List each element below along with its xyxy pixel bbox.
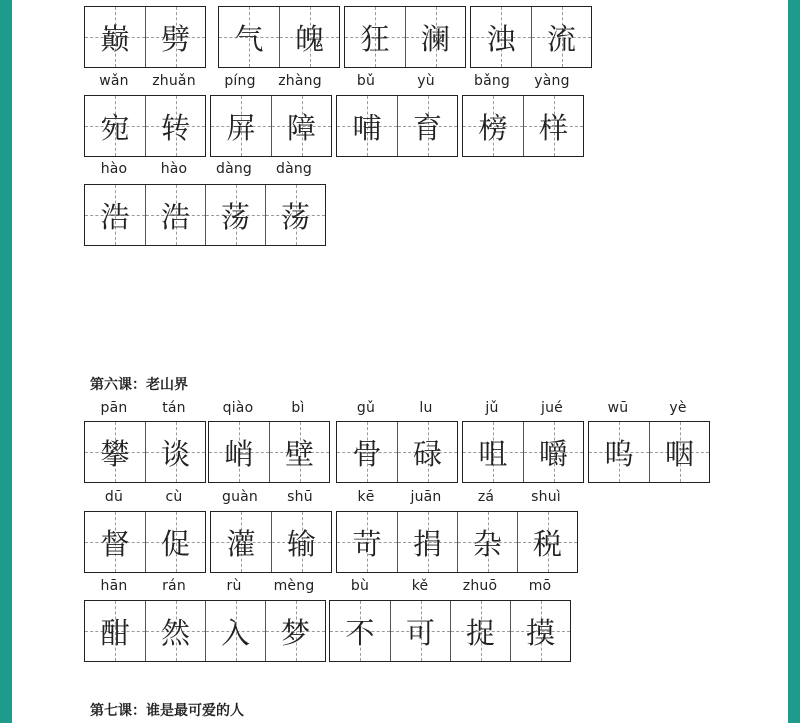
pinyin-label: bǎng xyxy=(473,73,511,89)
word-box xyxy=(84,184,326,246)
char-cell: 浩 xyxy=(85,185,145,245)
pinyin-label: pān xyxy=(100,400,128,416)
pinyin-label: shū xyxy=(287,489,313,505)
worksheet-page xyxy=(12,0,788,723)
char-cell: 气 xyxy=(219,7,279,67)
char-cell: 澜 xyxy=(405,7,465,67)
word-box xyxy=(210,95,332,157)
char-cell: 可 xyxy=(390,601,450,661)
char-cell: 然 xyxy=(145,601,205,661)
word-box xyxy=(588,421,710,483)
pinyin-label: kě xyxy=(411,578,429,594)
pinyin-label: zhuō xyxy=(462,578,498,594)
word-box xyxy=(336,421,458,483)
char-cell: 壁 xyxy=(269,422,329,482)
word-box xyxy=(84,95,206,157)
char-cell: 谈 xyxy=(145,422,205,482)
char-cell: 转 xyxy=(145,96,205,156)
pinyin-label: mèng xyxy=(273,578,315,594)
char-cell: 劈 xyxy=(145,7,205,67)
pinyin-label: lu xyxy=(419,400,433,416)
pinyin-label: yù xyxy=(417,73,435,89)
pinyin-label: bǔ xyxy=(356,73,376,89)
pinyin-label: cù xyxy=(165,489,183,505)
char-cell: 捉 xyxy=(450,601,510,661)
lesson-heading: 第六课：老山界 xyxy=(90,377,188,393)
word-box xyxy=(208,421,330,483)
char-cell: 不 xyxy=(330,601,390,661)
pinyin-label: bù xyxy=(350,578,370,594)
char-cell: 咽 xyxy=(649,422,709,482)
char-cell: 榜 xyxy=(463,96,523,156)
char-cell: 咀 xyxy=(463,422,523,482)
char-cell: 流 xyxy=(531,7,591,67)
pinyin-label: zhuǎn xyxy=(152,73,196,89)
char-cell: 浩 xyxy=(145,185,205,245)
word-box xyxy=(470,6,592,68)
char-cell: 税 xyxy=(517,512,577,572)
word-box xyxy=(336,511,578,573)
pinyin-label: zá xyxy=(477,489,495,505)
char-cell: 哺 xyxy=(337,96,397,156)
char-cell: 浊 xyxy=(471,7,531,67)
word-box xyxy=(344,6,466,68)
pinyin-label: yè xyxy=(669,400,687,416)
char-cell: 育 xyxy=(397,96,457,156)
pinyin-label: zhàng xyxy=(278,73,322,89)
word-box xyxy=(84,511,206,573)
char-cell: 魄 xyxy=(279,7,339,67)
pinyin-label: hào xyxy=(100,161,128,177)
char-cell: 障 xyxy=(271,96,331,156)
pinyin-label: juān xyxy=(410,489,442,505)
lesson-heading: 第七课：谁是最可爱的人 xyxy=(90,703,244,719)
word-box xyxy=(84,6,206,68)
char-cell: 捐 xyxy=(397,512,457,572)
char-cell: 样 xyxy=(523,96,583,156)
char-cell: 攀 xyxy=(85,422,145,482)
pinyin-label: hān xyxy=(100,578,128,594)
char-cell: 嚼 xyxy=(523,422,583,482)
char-cell: 屏 xyxy=(211,96,271,156)
char-cell: 灌 xyxy=(211,512,271,572)
char-cell: 荡 xyxy=(205,185,265,245)
word-box xyxy=(462,421,584,483)
char-cell: 酣 xyxy=(85,601,145,661)
char-cell: 骨 xyxy=(337,422,397,482)
pinyin-label: rán xyxy=(162,578,186,594)
pinyin-label: jué xyxy=(541,400,563,416)
pinyin-label: yàng xyxy=(534,73,570,89)
pinyin-label: píng xyxy=(224,73,256,89)
word-box xyxy=(462,95,584,157)
pinyin-label: dàng xyxy=(275,161,313,177)
pinyin-label: bì xyxy=(291,400,305,416)
pinyin-label: kē xyxy=(357,489,375,505)
char-cell: 输 xyxy=(271,512,331,572)
char-cell: 碌 xyxy=(397,422,457,482)
pinyin-label: mō xyxy=(528,578,552,594)
char-cell: 狂 xyxy=(345,7,405,67)
pinyin-label: dū xyxy=(104,489,124,505)
pinyin-label: wǎn xyxy=(99,73,129,89)
pinyin-label: shuì xyxy=(531,489,561,505)
char-cell: 巅 xyxy=(85,7,145,67)
pinyin-label: guàn xyxy=(221,489,258,505)
word-box xyxy=(329,600,571,662)
word-box xyxy=(336,95,458,157)
word-box xyxy=(218,6,340,68)
word-box xyxy=(84,421,206,483)
word-box xyxy=(84,600,326,662)
word-box xyxy=(210,511,332,573)
char-cell: 荡 xyxy=(265,185,325,245)
pinyin-label: dàng xyxy=(215,161,253,177)
char-cell: 呜 xyxy=(589,422,649,482)
pinyin-label: qiào xyxy=(222,400,254,416)
char-cell: 摸 xyxy=(510,601,570,661)
pinyin-label: hào xyxy=(160,161,188,177)
pinyin-label: tán xyxy=(162,400,186,416)
char-cell: 峭 xyxy=(209,422,269,482)
pinyin-label: rù xyxy=(226,578,242,594)
pinyin-label: wū xyxy=(607,400,629,416)
char-cell: 梦 xyxy=(265,601,325,661)
char-cell: 入 xyxy=(205,601,265,661)
char-cell: 杂 xyxy=(457,512,517,572)
char-cell: 督 xyxy=(85,512,145,572)
pinyin-label: gǔ xyxy=(356,400,376,416)
char-cell: 促 xyxy=(145,512,205,572)
pinyin-label: jǔ xyxy=(485,400,499,416)
char-cell: 苛 xyxy=(337,512,397,572)
char-cell: 宛 xyxy=(85,96,145,156)
